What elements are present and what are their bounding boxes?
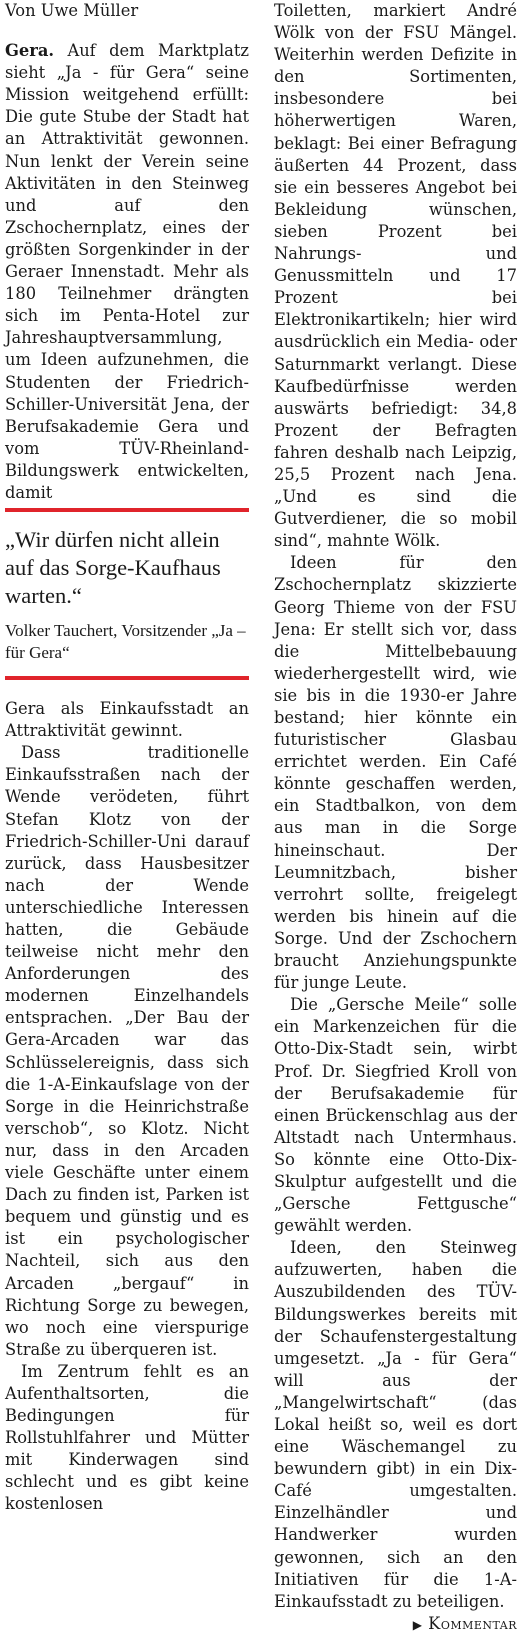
kommentar-label: Kommentar [428, 1613, 517, 1633]
article-paragraph-8 [274, 1237, 517, 1633]
left-column [5, 0, 249, 1516]
kommentar-link[interactable] [397, 1613, 517, 1636]
quote-attribution: Volker Tauchert, Vorsitzender „Ja – für Gera“ [5, 621, 246, 663]
article-paragraph-3: Dass traditionelle Einkaufsstraßen nach der Wende verödeten, führt Stefan Klotz von der Friedrich-Schiller-Uni darauf zurück, dass Hausbesitzer nach der Wende unterschiedliche Interessen hatten, die Gebäude teilweise nicht mehr den Anforderungen des modernen Einzelhandels entsprachen. „Der Bau der Gera-Arcaden war das Schlüsselereignis, dass sich die 1-A-Einkaufslage von der Sorge in die Heinrichstraße verschob“, so Klotz. Nicht nur, dass in den Arcaden viele Geschäfte unter einem Dach zu finden ist, Parken ist bequem und günstig und es ist ein psychologischer Nachteil, sich aus den Arcaden „bergauf“ in Richtung Sorge zu bewegen, wo noch eine vierspurige Straße zu überqueren ist. [5, 743, 249, 1359]
paragraph-text: Auf dem Marktplatz sieht „Ja - für Gera“ seine Mission weitgehend erfüllt: Die gute Stube der Stadt hat an Attraktivität gewonnen. Nun lenkt der Verein seine Aktivitäten in den Steinweg und auf den Zschochernplatz, eines der größten Sorgenkinder in der Geraer Innenstadt. Mehr als 180 Teilnehmer drängten sich im Penta-Hotel zur Jahreshauptversammlung, um Ideen aufzunehmen, die Studenten der Friedrich-Schiller-Universität Jena, der Berufsakademie Gera und vom TÜV-Rheinland-Bildungswerk entwickelten, damit [5, 41, 249, 502]
article-paragraph-5: Toiletten, markiert André Wölk von der FSU Mängel. Weiterhin werden Defizite in den Sortimenten, insbesondere bei höherwertigen Waren, beklagt: Bei einer Befragung äußerten 44 Prozent, dass sie ein besseres Angebot bei Bekleidung wünschen, sieben Prozent bei Nahrungs- und Genussmitteln und 17 Prozent bei Elektronikartikeln; hier wird ausdrücklich ein Media- oder Saturnmarkt verlangt. Diese Kaufbedürfnisse werden auswärts befriedigt: 34,8 Prozent der Befragten fahren deshalb nach Leipzig, 25,5 Prozent nach Jena. „Und es sind die Gutverdiener, die so mobil sind“, mahnte Wölk. [274, 1, 517, 551]
pull-quote: „Wir dürfen nicht allein auf das Sorge-Kaufhaus warten.“ [5, 527, 221, 609]
paragraph-text: Ideen, den Steinweg aufzuwerten, haben die Auszubildenden des TÜV-Bildungswerkes bereits mit der Schaufenstergestaltung umgesetzt. „Ja - für Gera“ will aus der „Mangelwirtschaft“ (das Lokal heißt so, weil es dort eine Wäschemangel zu bewundern gibt) in ein Dix-Café umgestalten. Einzelhändler und Handwerker wurden gewonnen, sich an den Initiativen für die 1-A-Einkaufsstadt zu beteiligen. [274, 1238, 517, 1611]
article-paragraph-2: Gera als Einkaufsstadt an Attraktivität gewinnt. [5, 699, 249, 741]
article-paragraph-1 [5, 40, 249, 504]
dateline: Gera. [5, 41, 55, 61]
article-paragraph-6: Ideen für den Zschochernplatz skizzierte Georg Thieme von der FSU Jena: Er stellt sich vor, dass die Mittelbebauung wiederhergestellt wird, wie sie bis in die 1930-er Jahre bestand; hier könnte ein futuristischer Glasbau errichtet werden. Ein Café könnte geschaffen werden, ein Stadtbalkon, von dem aus man in die Sorge hineinschaut. Der Leumnitzbach, bisher verrohrt sollte, freigelegt werden bis hinein auf die Sorge. Und der Zschochern braucht Anziehungspunkte für junge Leute. [274, 553, 517, 993]
top-red-rule [5, 508, 249, 512]
article-paragraph-4: Im Zentrum fehlt es an Aufenthaltsorten, die Bedingungen für Rollstuhlfahrer und Mütter mit Kinderwagen sind schlecht und es gibt keine kostenlosen [5, 1361, 249, 1514]
right-column [274, 0, 517, 1636]
article-paragraph-7: Die „Gersche Meile“ solle ein Markenzeichen für die Otto-Dix-Stadt sein, wirbt Prof. Dr. Siegfried Kroll von der Berufsakademie für einen Brückenschlag aus der Altstadt nach Untermhaus. So könnte eine Otto-Dix-Skulptur aufgestellt und die „Gersche Fettgusche“ gewählt werden. [274, 995, 517, 1236]
bottom-red-rule [5, 676, 249, 680]
arrow-right-icon: ▶ [412, 1617, 423, 1632]
pull-quote-box [5, 504, 249, 688]
byline: Von Uwe Müller [5, 1, 139, 20]
